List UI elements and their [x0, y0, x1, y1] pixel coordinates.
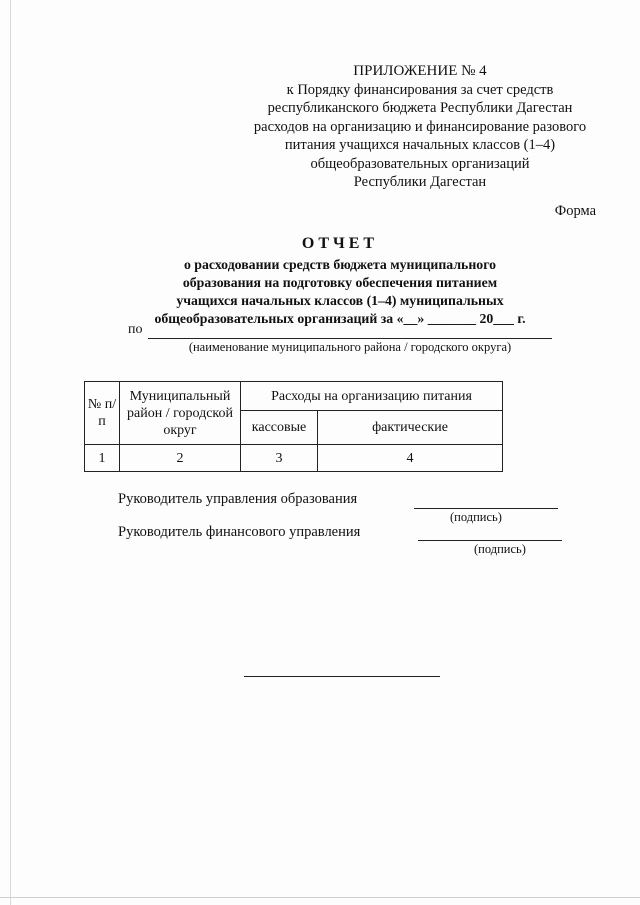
district-name-caption: (наименование муниципального района / городского округа): [188, 340, 512, 354]
appendix-line: республиканского бюджета Республики Дагестан: [267, 100, 573, 116]
table-cell: 2: [120, 445, 241, 472]
appendix-line: питания учащихся начальных классов (1–4): [284, 137, 556, 153]
report-subtitle-line: о расходовании средств бюджета муниципального: [183, 257, 497, 272]
appendix-line: расходов на организацию и финансирование разового: [253, 118, 587, 135]
table-cell: 1: [85, 445, 120, 472]
scan-edge-left: [10, 0, 11, 905]
appendix-title: ПРИЛОЖЕНИЕ № 4: [353, 63, 487, 79]
signature-line-finance[interactable]: [418, 540, 562, 541]
signature-caption-education: (подпись): [450, 510, 502, 524]
table-cell: 3: [241, 445, 318, 472]
header-district: Муниципальный район / городской округ: [120, 382, 241, 445]
signature-line-education[interactable]: [414, 508, 558, 509]
header-cash: кассовые: [241, 411, 318, 445]
po-label: по: [128, 322, 143, 337]
report-subtitle-line: учащихся начальных классов (1–4) муниципальных: [176, 293, 504, 308]
header-num: № п/п: [85, 382, 120, 445]
signature-caption-finance: (подпись): [474, 542, 526, 556]
district-name-line: [148, 338, 552, 339]
appendix-line: к Порядку финансирования за счет средств: [286, 81, 554, 98]
report-subtitle: [110, 256, 570, 328]
form-label: Форма: [554, 203, 596, 219]
header-actual: фактические: [318, 411, 503, 445]
report-subtitle-line: общеобразовательных организаций за «__» _______ 20___ г.: [154, 311, 526, 326]
bottom-divider: [244, 676, 440, 677]
report-title: ОТЧЕТ: [301, 235, 379, 252]
report-subtitle-line: образования на подготовку обеспечения питанием: [182, 275, 498, 290]
appendix-line: Республики Дагестан: [353, 174, 487, 190]
header-expenses: Расходы на организацию питания: [241, 382, 503, 411]
signature-label-education: Руководитель управления образования: [118, 491, 358, 507]
table-cell: 4: [318, 445, 503, 472]
appendix-line: общеобразовательных организаций: [310, 155, 530, 172]
appendix-header: [230, 62, 610, 192]
signature-label-finance: Руководитель финансового управления: [118, 524, 361, 540]
expenses-table: [84, 381, 503, 472]
scan-edge-bottom: [0, 897, 640, 898]
